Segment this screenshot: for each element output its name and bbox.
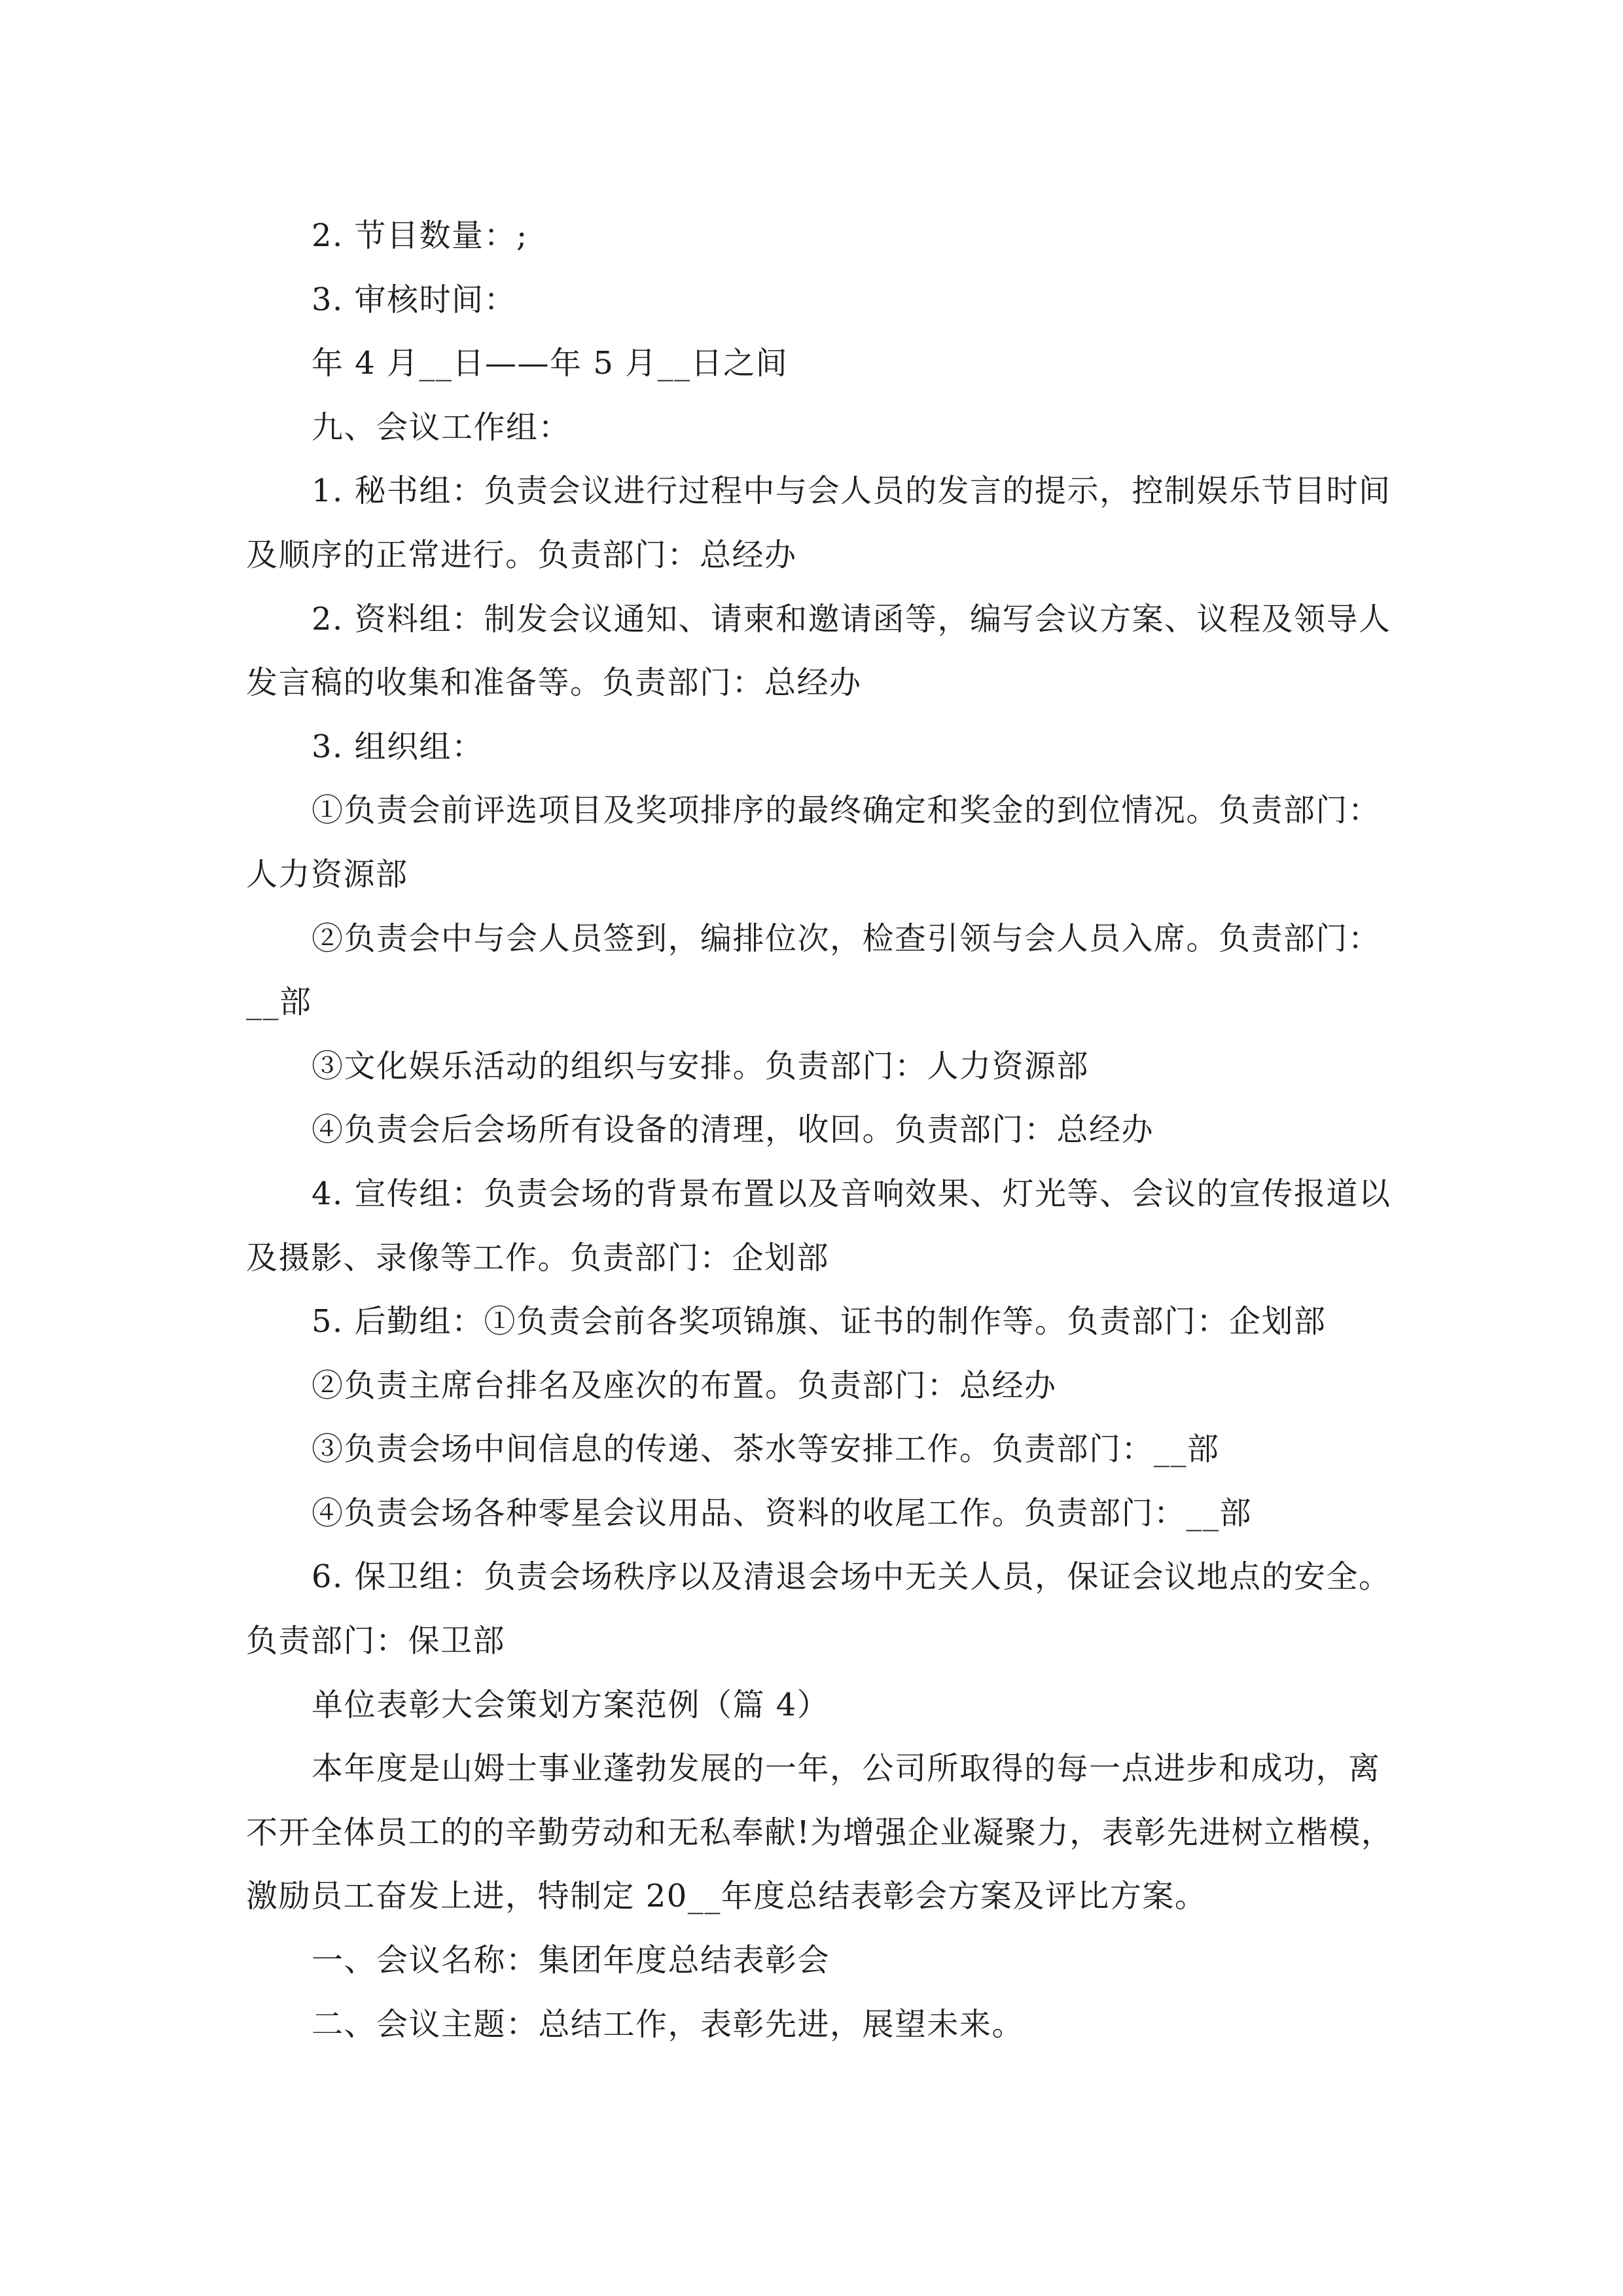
text-line: ②负责会中与会人员签到，编排位次，检查引领与会人员入席。负责部门： (312, 920, 1381, 957)
text-line: 5. 后勤组：①负责会前各奖项锦旗、证书的制作等。负责部门：企划部 (312, 1303, 1327, 1340)
text-line: ②负责主席台排名及座次的布置。负责部门：总经办 (312, 1367, 1057, 1404)
text-line: 6. 保卫组：负责会场秩序以及清退会场中无关人员，保证会议地点的安全。 (312, 1558, 1391, 1596)
text-line: 不开全体员工的的辛勤劳动和无私奉献!为增强企业凝聚力，表彰先进树立楷模， (246, 1814, 1394, 1851)
text-line: 1. 秘书组：负责会议进行过程中与会人员的发言的提示，控制娱乐节目时间 (312, 473, 1391, 510)
text-line: 人力资源部 (246, 855, 408, 893)
section-heading: 九、会议工作组： (312, 408, 571, 446)
text-line: 及摄影、录像等工作。负责部门：企划部 (246, 1239, 830, 1276)
article-title: 单位表彰大会策划方案范例（篇 4） (312, 1686, 830, 1723)
text-line: ③负责会场中间信息的传递、茶水等安排工作。负责部门：__部 (312, 1431, 1220, 1468)
text-line: 本年度是山姆士事业蓬勃发展的一年，公司所取得的每一点进步和成功，离 (312, 1750, 1381, 1787)
text-line: __部 (246, 984, 312, 1021)
section-heading: 二、会议主题：总结工作，表彰先进，展望未来。 (312, 2005, 1025, 2043)
text-line: ④负责会场各种零星会议用品、资料的收尾工作。负责部门：__部 (312, 1494, 1253, 1532)
text-line: 4. 宣传组：负责会场的背景布置以及音响效果、灯光等、会议的宣传报道以 (312, 1175, 1391, 1212)
text-line: ①负责会前评选项目及奖项排序的最终确定和奖金的到位情况。负责部门： (312, 792, 1381, 829)
text-line: 发言稿的收集和准备等。负责部门：总经办 (246, 664, 862, 702)
text-line: 3. 审核时间： (312, 281, 517, 318)
text-line: ④负责会后会场所有设备的清理，收回。负责部门：总经办 (312, 1111, 1154, 1149)
text-line: 负责部门：保卫部 (246, 1623, 506, 1660)
text-line: 2. 资料组：制发会议通知、请柬和邀请函等，编写会议方案、议程及领导人 (312, 600, 1391, 637)
text-line: 2. 节目数量：; (312, 217, 528, 254)
section-heading: 一、会议名称：集团年度总结表彰会 (312, 1942, 830, 1979)
text-line: 3. 组织组： (312, 728, 484, 765)
text-line: 及顺序的正常进行。负责部门：总经办 (246, 536, 797, 573)
text-line: 激励员工奋发上进，特制定 20__年度总结表彰会方案及评比方案。 (246, 1878, 1207, 1915)
text-line: 年 4 月__日——年 5 月__日之间 (312, 345, 789, 382)
text-line: ③文化娱乐活动的组织与安排。负责部门：人力资源部 (312, 1047, 1090, 1085)
document-body (246, 204, 1400, 2056)
